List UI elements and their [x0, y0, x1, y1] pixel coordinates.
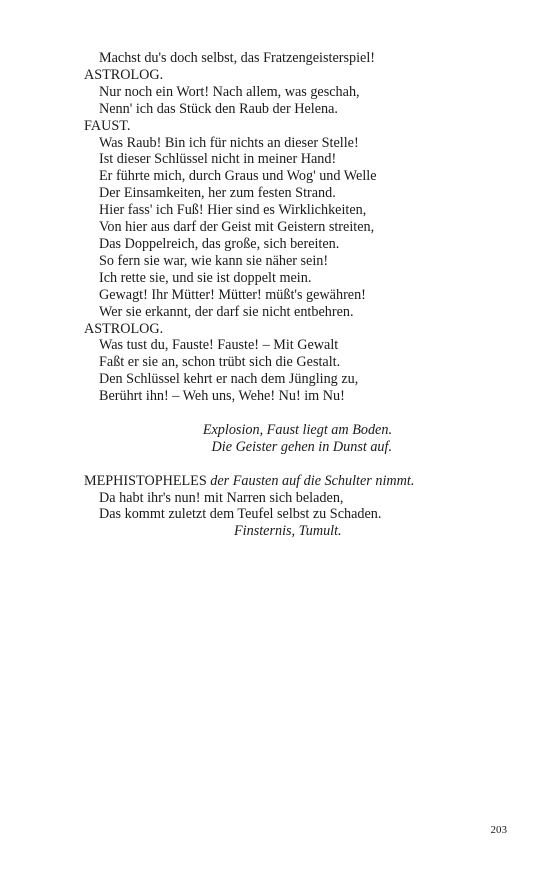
page-number: 203 — [490, 824, 507, 836]
speaker-faust: FAUST. — [84, 117, 131, 134]
verse-line: Was tust du, Fauste! Fauste! – Mit Gewalt — [99, 337, 339, 354]
verse-line: Hier fass' ich Fuß! Hier sind es Wirklichkeiten, — [99, 202, 367, 219]
speaker-direction: der Fausten auf die Schulter nimmt. — [210, 472, 415, 489]
verse-line: Er führte mich, durch Graus und Wog' und Welle — [99, 168, 377, 185]
verse-line: Wer sie erkannt, der darf sie nicht entbehren. — [99, 303, 354, 320]
stanza-gap — [84, 456, 504, 473]
text-block — [84, 50, 504, 540]
verse-line: Da habt ihr's nun! mit Narren sich beladen, — [99, 489, 344, 506]
verse-line: Ich rette sie, und sie ist doppelt mein. — [99, 269, 312, 286]
verse-line: Das kommt zuletzt dem Teufel selbst zu Schaden. — [99, 506, 382, 523]
speaker-mephistopheles: MEPHISTOPHELES — [84, 472, 207, 489]
speaker-astrolog: ASTROLOG. — [84, 66, 164, 83]
verse-line: Was Raub! Bin ich für nichts an dieser Stelle! — [99, 134, 359, 151]
speaker-astrolog: ASTROLOG. — [84, 320, 164, 337]
verse-line: Nenn' ich das Stück den Raub der Helena. — [99, 100, 338, 117]
verse-line: Den Schlüssel kehrt er nach dem Jüngling zu, — [99, 371, 359, 388]
stanza-gap — [84, 405, 504, 422]
stage-direction: Finsternis, Tumult. — [234, 523, 342, 540]
verse-line: Nur noch ein Wort! Nach allem, was geschah, — [99, 83, 360, 100]
verse-line: So fern sie war, wie kann sie näher sein! — [99, 252, 329, 269]
speaker-mephistopheles-line — [84, 473, 504, 490]
verse-line: Berührt ihn! – Weh uns, Wehe! Nu! im Nu! — [99, 388, 345, 405]
verse-line: Ist dieser Schlüssel nicht in meiner Hand! — [99, 151, 337, 168]
verse-line: Das Doppelreich, das große, sich bereiten. — [99, 235, 340, 252]
stage-direction: Die Geister gehen in Dunst auf. — [211, 438, 392, 455]
stage-direction: Explosion, Faust liegt am Boden. — [202, 421, 392, 438]
verse-line: Gewagt! Ihr Mütter! Mütter! müßt's gewähren! — [99, 286, 366, 303]
verse-line: Machst du's doch selbst, das Fratzengeisterspiel! — [99, 50, 375, 66]
verse-line: Faßt er sie an, schon trübt sich die Gestalt. — [99, 354, 341, 371]
verse-line: Der Einsamkeiten, her zum festen Strand. — [99, 185, 336, 202]
verse-line: Von hier aus darf der Geist mit Geistern streiten, — [99, 219, 375, 236]
